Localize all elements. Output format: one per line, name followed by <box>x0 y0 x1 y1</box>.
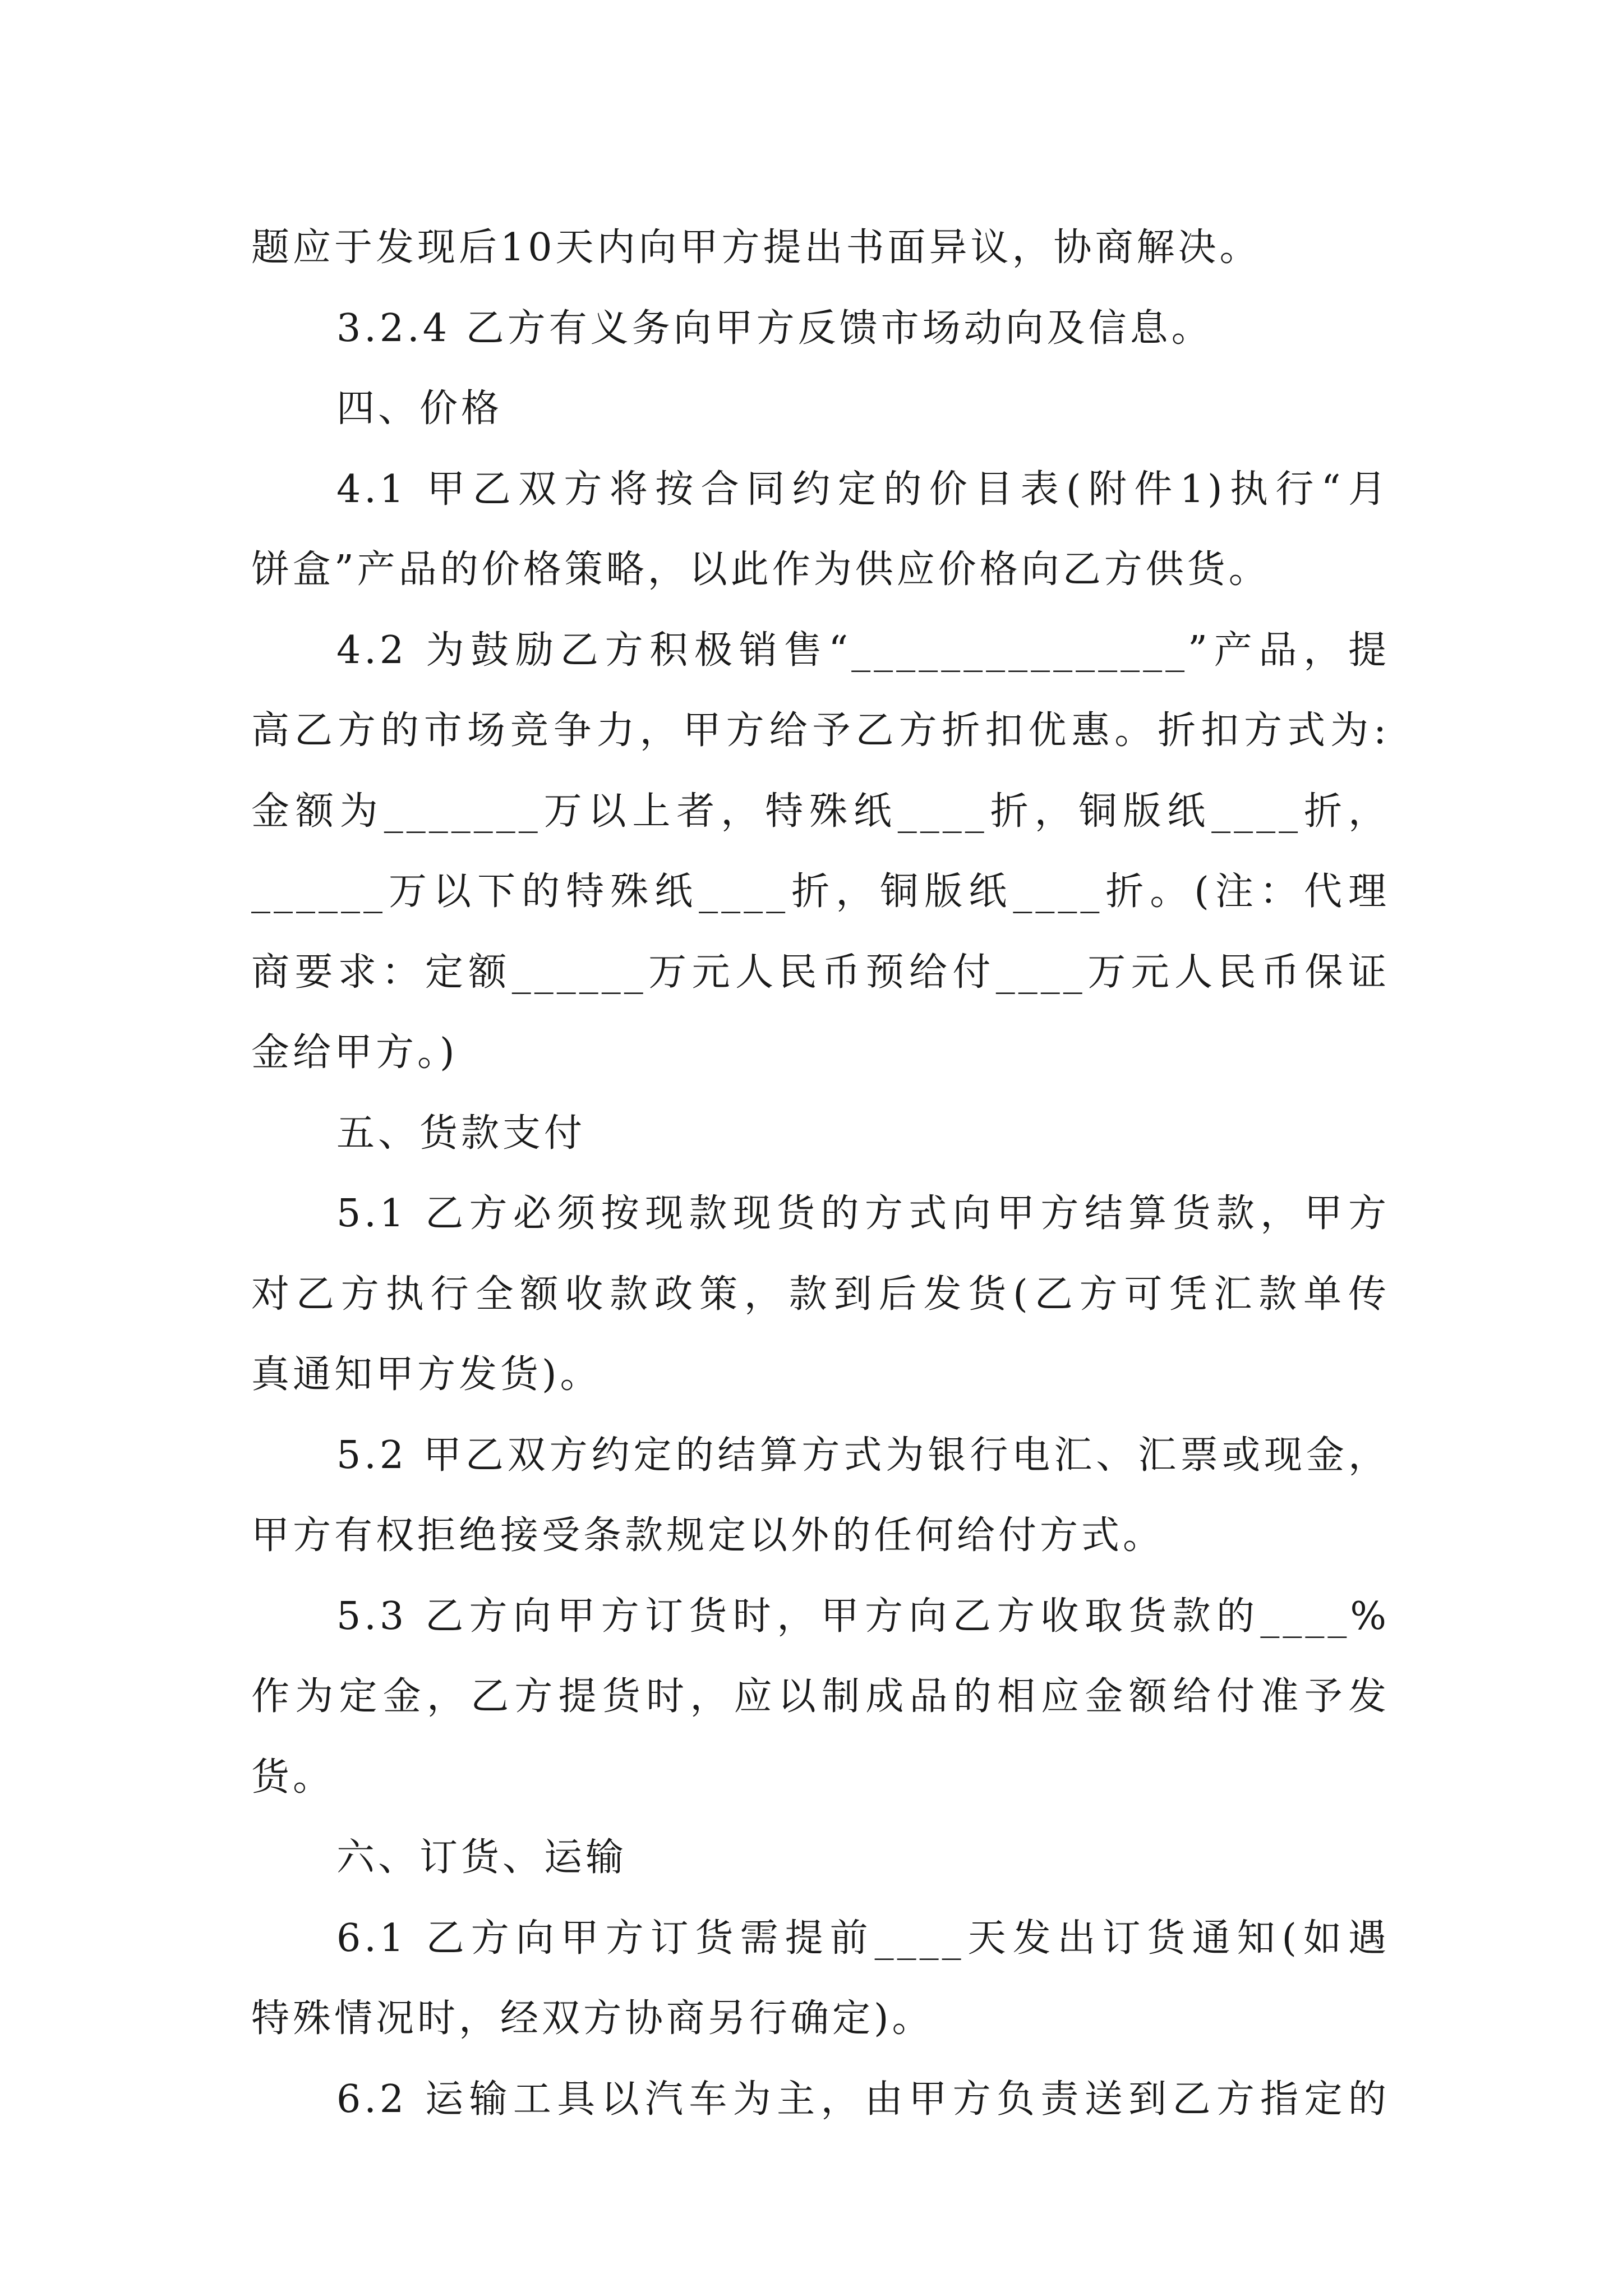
text-line-22: 6.1 乙方向甲方订货需提前____天发出订货通知(如遇 <box>336 1916 1390 1961</box>
text-line-19: 作为定金，乙方提货时，应以制成品的相应金额给付准予发 <box>251 1674 1390 1719</box>
section-heading-payment: 五、货款支付 <box>336 1111 586 1156</box>
text-line-11: 金给甲方。) <box>251 1030 458 1075</box>
text-line-5: 饼盒”产品的价格策略，以此作为供应价格向乙方供货。 <box>251 547 1270 592</box>
text-line-13: 5.1 乙方必须按现款现货的方式向甲方结算货款，甲方 <box>336 1191 1390 1236</box>
text-line-23: 特殊情况时，经双方协商另行确定)。 <box>251 1996 934 2041</box>
text-line-8: 金额为_______万以上者，特殊纸____折，铜版纸____折， <box>251 789 1390 834</box>
text-line-4: 4.1 甲乙双方将按合同约定的价目表(附件1)执行“月 <box>336 467 1390 512</box>
section-heading-ordering: 六、订货、运输 <box>336 1835 628 1880</box>
section-heading-price: 四、价格 <box>336 386 503 431</box>
text-line-10: 商要求：定额______万元人民币预给付____万元人民币保证 <box>251 950 1390 995</box>
text-line-24: 6.2 运输工具以汽车为主，由甲方负责送到乙方指定的 <box>336 2077 1390 2122</box>
text-line-2: 3.2.4 乙方有义务向甲方反馈市场动向及信息。 <box>336 306 1213 351</box>
text-line-20: 货。 <box>251 1755 335 1800</box>
document-page <box>251 208 1390 2139</box>
text-line-16: 5.2 甲乙双方约定的结算方式为银行电汇、汇票或现金， <box>336 1433 1390 1478</box>
text-line-17: 甲方有权拒绝接受条款规定以外的任何给付方式。 <box>251 1513 1165 1558</box>
text-line-15: 真通知甲方发货)。 <box>251 1352 602 1397</box>
text-line-14: 对乙方执行全额收款政策，款到后发货(乙方可凭汇款单传 <box>251 1272 1390 1317</box>
text-line-1: 题应于发现后10天内向甲方提出书面异议，协商解决。 <box>251 226 1261 270</box>
text-line-7: 高乙方的市场竞争力，甲方给予乙方折扣优惠。折扣方式为: <box>251 708 1390 753</box>
text-line-18: 5.3 乙方向甲方订货时，甲方向乙方收取货款的____% <box>336 1594 1390 1639</box>
text-line-9: ______万以下的特殊纸____折，铜版纸____折。(注：代理 <box>251 869 1390 914</box>
text-line-6: 4.2 为鼓励乙方积极销售“_______________”产品，提 <box>336 628 1390 673</box>
